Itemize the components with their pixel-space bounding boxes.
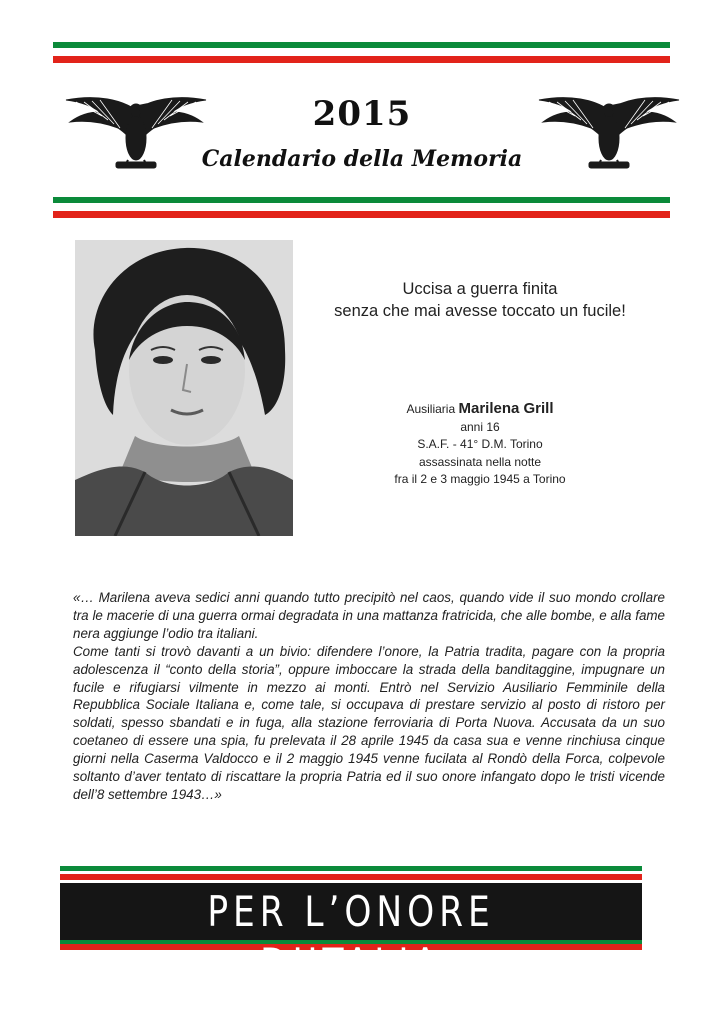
top-red-stripe [53, 56, 670, 63]
headline-line-2: senza che mai avesse toccato un fucile! [334, 302, 626, 320]
top-green-stripe [53, 42, 670, 48]
banner-green-top-stripe [60, 866, 642, 871]
quote-paragraph-1: «… Marilena aveva sedici anni quando tutto precipitò nel caos, quando vide il suo mondo crollare tra le macerie di una guerra ormai degradata in una mattanza fratricida, che alle bombe, e alla fame nera aggiunge l’odio tra italiani. [73, 590, 665, 641]
info-line4: assassinata nella notte [418, 454, 542, 469]
info-name: Marilena Grill [458, 400, 554, 417]
mid-green-stripe [53, 197, 670, 203]
mid-red-stripe [53, 211, 670, 218]
quote-block [73, 589, 665, 804]
info-age: anni 16 [460, 419, 500, 434]
header-title: Calendario della Memoria [201, 146, 523, 172]
bottom-banner [60, 866, 642, 988]
header-year: 2015 [312, 94, 412, 134]
quote-paragraph-2: Come tanti si trovò davanti a un bivio: difendere l’onore, la Patria tradita, pagare con la propria adolescenza il “conto della storia”, oppure imboccare la strada della banditaggine, impugnare un fucile e rifugiarsi vilmente in mezzo ai monti. Entrò nel Servizio Ausiliario Femminile della Repubblica Sociale Italiana e, come tale, si occupava di prestare servizio al posto di ristoro per soldati, spesso sbandati e in fuga, alla stazione ferroviaria di Porta Nuova. Accusata da un suo coetaneo di essere una spia, fu prelevata il 28 aprile 1945 da casa sua e venne rinchiusa cinque giorni nella Caserma Valdocco e il 2 maggio 1945 venne fucilata al Rondò della Forca, colpevole soltanto d’aver tentato di riscattare la propria Patria ed il suo onore infangato dopo le tristi vicende dell’8 settembre 1943…» [73, 643, 665, 802]
portrait-photo [75, 240, 293, 536]
banner-text: PER L’ONORE D’ITALIA [207, 887, 495, 988]
headline-line-1: Uccisa a guerra finita [402, 280, 558, 298]
info-block [340, 400, 620, 489]
info-unit: S.A.F. - 41° D.M. Torino [417, 437, 543, 451]
info-name-line [340, 400, 620, 419]
info-role: Ausiliaria [406, 402, 456, 416]
banner-red-top-stripe [60, 874, 642, 880]
info-line5: fra il 2 e 3 maggio 1945 a Torino [394, 472, 566, 486]
